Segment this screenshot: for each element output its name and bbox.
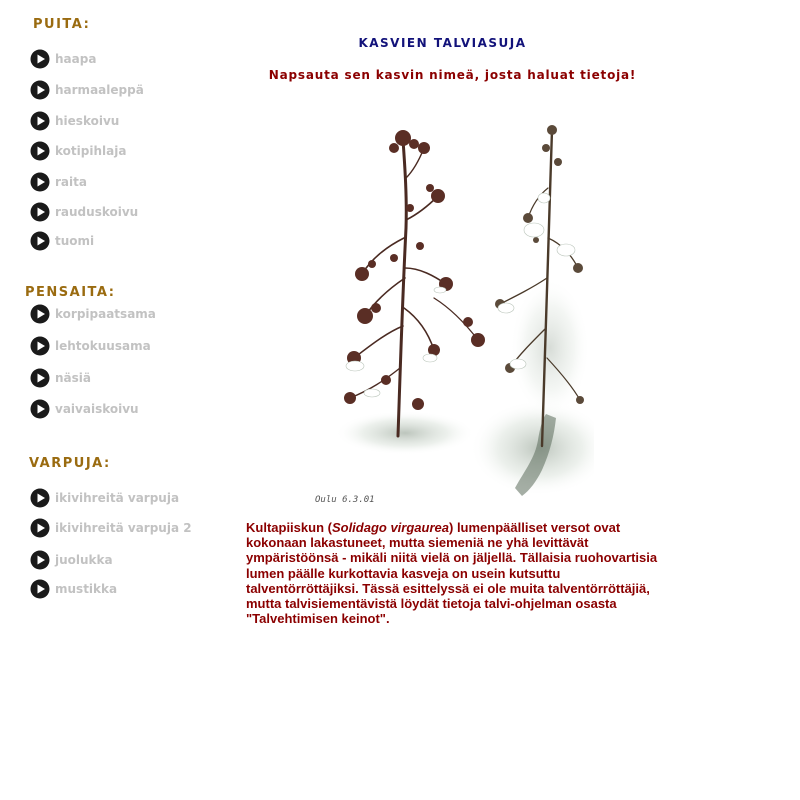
nav-item-haapa[interactable] bbox=[30, 49, 96, 69]
play-circle-icon bbox=[30, 518, 50, 538]
page-title: KASVIEN TALVIASUJA bbox=[358, 36, 527, 50]
nav-item-label: lehtokuusama bbox=[55, 339, 151, 353]
nav-item-label: korpipaatsama bbox=[55, 307, 156, 321]
nav-item-ikivihreita-varpuja[interactable] bbox=[30, 488, 179, 508]
nav-item-label: kotipihlaja bbox=[55, 144, 127, 158]
nav-item-korpipaatsama[interactable] bbox=[30, 304, 156, 324]
description-text-end: ) lumenpäälliset versot ovat kokonaan lakastuneet, mutta siemeniä ne yhä levittävät ympäristöönsä - mikäli niitä vielä on jäljellä. Tällaisia ruohovartisia lumen päälle kurkottavia kasveja on usein kutsuttu talventörröttäjiksi. Tässä esittelyssä ei ole muita talventörröttäjiä, mutta talvisiementävistä löydät tietoja talvi-ohjelman osasta "Talvehtimisen keinot". bbox=[246, 520, 658, 627]
play-circle-icon bbox=[30, 141, 50, 161]
nav-item-label: raita bbox=[55, 175, 87, 189]
play-circle-icon bbox=[30, 80, 50, 100]
nav-item-nasia[interactable] bbox=[30, 368, 91, 388]
nav-item-label: rauduskoivu bbox=[55, 205, 139, 219]
nav-item-kotipihlaja[interactable] bbox=[30, 141, 126, 161]
instruction-text: Napsauta sen kasvin nimeä, josta haluat tietoja! bbox=[268, 68, 637, 82]
nav-item-label: ikivihreitä varpuja bbox=[55, 491, 180, 505]
nav-item-vaivaiskoivu[interactable] bbox=[30, 399, 139, 419]
latin-name: Solidago virgaurea bbox=[331, 520, 449, 535]
nav-item-label: tuomi bbox=[55, 234, 95, 248]
nav-item-label: mustikka bbox=[55, 582, 118, 596]
nav-item-label: vaivaiskoivu bbox=[55, 402, 139, 416]
dwarf-shrubs-heading: VARPUJA: bbox=[29, 456, 111, 471]
nav-item-label: näsiä bbox=[55, 371, 91, 385]
plant-photo bbox=[310, 118, 594, 508]
play-circle-icon bbox=[30, 231, 50, 251]
play-circle-icon bbox=[30, 550, 50, 570]
play-circle-icon bbox=[30, 172, 50, 192]
nav-item-label: juolukka bbox=[55, 553, 113, 567]
play-circle-icon bbox=[30, 336, 50, 356]
nav-item-label: hieskoivu bbox=[55, 114, 120, 128]
nav-item-ikivihreita-varpuja-2[interactable] bbox=[30, 518, 192, 538]
nav-item-hieskoivu[interactable] bbox=[30, 111, 119, 131]
nav-item-raita[interactable] bbox=[30, 172, 87, 192]
play-circle-icon bbox=[30, 49, 50, 69]
play-circle-icon bbox=[30, 399, 50, 419]
plant-description bbox=[246, 520, 666, 626]
shrubs-heading: PENSAITA: bbox=[25, 285, 116, 300]
nav-item-mustikka[interactable] bbox=[30, 579, 117, 599]
nav-item-tuomi[interactable] bbox=[30, 231, 94, 251]
play-circle-icon bbox=[30, 368, 50, 388]
play-circle-icon bbox=[30, 202, 50, 222]
nav-item-lehtokuusama[interactable] bbox=[30, 336, 151, 356]
nav-item-label: ikivihreitä varpuja 2 bbox=[55, 521, 192, 535]
nav-item-rauduskoivu[interactable] bbox=[30, 202, 138, 222]
nav-item-harmaaleppa[interactable] bbox=[30, 80, 144, 100]
play-circle-icon bbox=[30, 488, 50, 508]
play-circle-icon bbox=[30, 111, 50, 131]
play-circle-icon bbox=[30, 304, 50, 324]
trees-heading: PUITA: bbox=[33, 17, 91, 32]
play-circle-icon bbox=[30, 579, 50, 599]
nav-item-label: harmaaleppä bbox=[55, 83, 144, 97]
nav-item-label: haapa bbox=[55, 52, 97, 66]
photo-caption: Oulu 6.3.01 bbox=[315, 495, 375, 505]
nav-item-juolukka[interactable] bbox=[30, 550, 113, 570]
description-text-start: Kultapiiskun ( bbox=[246, 520, 332, 535]
